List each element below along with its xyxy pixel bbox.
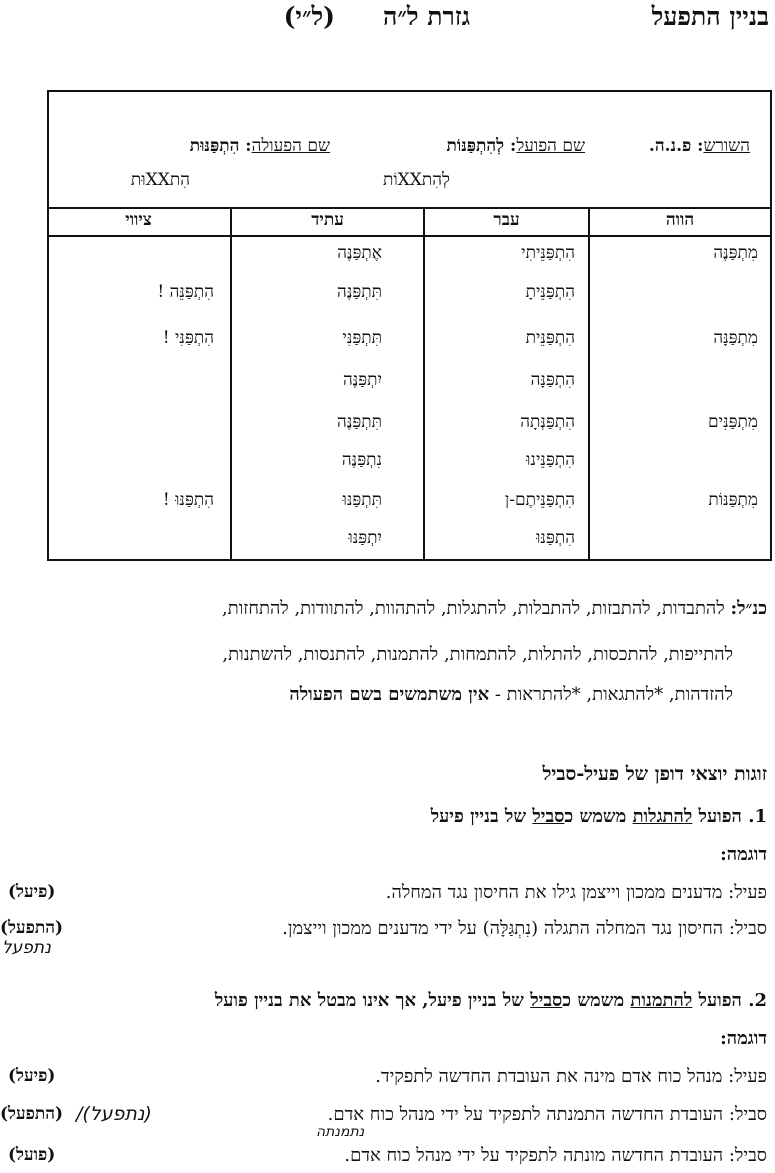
tsivui-cell: הִתְפַּנִּי ! — [162, 328, 214, 348]
hove-cell: מִתְפַּנּוֹת — [708, 490, 758, 510]
column-divider — [423, 207, 425, 559]
section-1-number: 1. — [748, 806, 767, 827]
conjugation-table — [47, 90, 772, 561]
section-2-verb: להתמנות — [630, 990, 693, 1011]
avar-cell: הִתְפַּנּוּ — [536, 528, 575, 548]
shoresh — [649, 136, 750, 156]
section-1-passive-tag: (התפעל) — [0, 918, 64, 938]
avar-cell: הִתְפַּנֵּיתָ — [525, 282, 575, 302]
section-1-heading — [431, 806, 767, 827]
section-2-pual-sentence: סביל: העובדת החדשה מונתה לתפקיד על ידי מנהל כוח אדם. — [344, 1145, 767, 1166]
hove-cell: מִתְפַּנֶּה — [713, 243, 758, 263]
column-header-atid: עתיד — [311, 210, 344, 230]
atid-cell: אֶתְפַּנֶּה — [337, 243, 382, 263]
atid-cell: יִתְפַּנּוּ — [348, 528, 382, 548]
section-2-text: הפועל — [692, 990, 742, 1011]
section-2-passive: סביל — [530, 990, 563, 1011]
shem-poal — [447, 136, 585, 156]
column-divider — [588, 207, 590, 559]
avar-cell: הִתְפַּנֵּיתִי — [521, 243, 575, 263]
section-1-passive-sentence: סביל: החיסון נגד המחלה התגלה (נִתְגַּלָּה) על ידי מדענים ממכון וייצמן. — [282, 918, 767, 939]
section-2-example-label: דוגמה: — [720, 1028, 767, 1049]
page-title: בניין התפעל — [651, 2, 769, 31]
atid-cell: תִּתְפַּנֶּה — [337, 412, 382, 432]
section-1-verb: להתגלות — [632, 806, 693, 827]
examples-line-1 — [222, 598, 767, 619]
shem-peula — [190, 136, 330, 156]
shem-poal-pattern: לְהִתXXוֹת — [382, 170, 450, 190]
section-2-handwritten-tag: (נתפעל)/ — [76, 1103, 152, 1125]
avar-cell: הִתְפַּנֵּית — [525, 328, 575, 348]
section-2-number: 2. — [748, 990, 767, 1011]
section-2-text: של בניין פיעל, אך אינו מבטל את בניין פועל — [214, 990, 531, 1011]
section-2-passive-tag: (התפעל) — [0, 1104, 64, 1124]
atid-cell: יִתְפַּנֶּה — [342, 370, 382, 390]
section-2-active-tag: (פיעל) — [8, 1066, 56, 1086]
atid-cell: נִתְפַּנֶּה — [341, 450, 382, 470]
pairs-title: זוגות יוצאי דופן של פעיל-סביל — [542, 763, 767, 785]
section-2-pual-tag: (פועל) — [8, 1145, 56, 1165]
section-2-heading — [215, 990, 767, 1011]
section-1-example-label: דוגמה: — [720, 844, 767, 865]
section-2-handwritten-under: נתמנתה — [316, 1124, 365, 1140]
examples-line-3 — [289, 684, 733, 705]
hove-cell: מִתְפַּנִּים — [708, 412, 758, 432]
examples-text-1: להתבדות, להתבזות, להתבלות, להתגלות, להתהוות, להתוודות, להתחזות, — [222, 598, 725, 619]
shem-peula-value: : הִתְפַּנּוּת — [189, 136, 252, 156]
column-header-hove: הווה — [665, 210, 695, 230]
shem-poal-label: שם הפועל — [516, 136, 585, 156]
shoresh-value: : פ.נ.ה. — [648, 136, 704, 156]
column-header-avar: עבר — [493, 210, 520, 230]
section-2-passive-sentence: סביל: העובדת החדשה התמנתה לתפקיד על ידי מנהל כוח אדם. — [327, 1104, 767, 1125]
atid-cell: תִּתְפַּנִּי — [342, 328, 382, 348]
atid-cell: תִּתְפַּנּוּ — [342, 490, 382, 510]
section-2-text: משמש כ — [562, 990, 631, 1011]
examples-line-2: להתייפות, להתכסות, להתלות, להתמחות, להתמנות, להתנסות, להשתנות, — [222, 644, 733, 665]
section-1-text: הפועל — [692, 806, 742, 827]
no-action-noun-note: אין משתמשים בשם הפעולה — [289, 684, 490, 705]
examples-text-3: להזדהות, *להתגאות, *להתראות - — [489, 684, 733, 705]
shem-peula-label: שם הפעולה — [251, 136, 330, 156]
section-1-passive: סביל — [532, 806, 565, 827]
atid-cell: תִּתְפַּנֶּה — [337, 282, 382, 302]
gizra-title: גזרת ל״ה — [382, 2, 470, 31]
section-1-text: של בניין פיעל — [430, 806, 533, 827]
shem-peula-pattern: הִתXXוּת — [130, 170, 190, 190]
gizra-subtitle: (ל״י) — [283, 2, 335, 31]
avar-cell: הִתְפַּנְּתָה — [520, 412, 575, 432]
tsivui-cell: הִתְפַּנּוּ ! — [162, 490, 214, 510]
avar-cell: הִתְפַּנָּה — [530, 370, 575, 390]
hove-cell: מִתְפַּנָּה — [713, 328, 758, 348]
section-1-active-tag: (פיעל) — [8, 882, 56, 902]
tsivui-cell: הִתְפַּנֵּה ! — [157, 282, 214, 302]
section-1-active-sentence: פעיל: מדענים ממכון וייצמן גילו את החיסון נגד המחלה. — [385, 882, 767, 903]
column-divider — [230, 207, 232, 559]
section-1-text: משמש כ — [564, 806, 633, 827]
avar-cell: הִתְפַּנֵּיתֶם-ן — [504, 490, 575, 510]
section-1-handwritten-note: נתפעל — [2, 938, 51, 958]
shem-poal-value: : לְהִתְפַּנּוֹת — [446, 136, 517, 156]
avar-cell: הִתְפַּנֵּינוּ — [526, 450, 575, 470]
column-header-tsivui: ציווי — [125, 210, 152, 230]
examples-label: כנ״ל: — [730, 598, 767, 619]
section-2-active-sentence: פעיל: מנהל כוח אדם מינה את העובדת החדשה לתפקיד. — [375, 1066, 767, 1087]
shoresh-label: השורש — [703, 136, 750, 156]
